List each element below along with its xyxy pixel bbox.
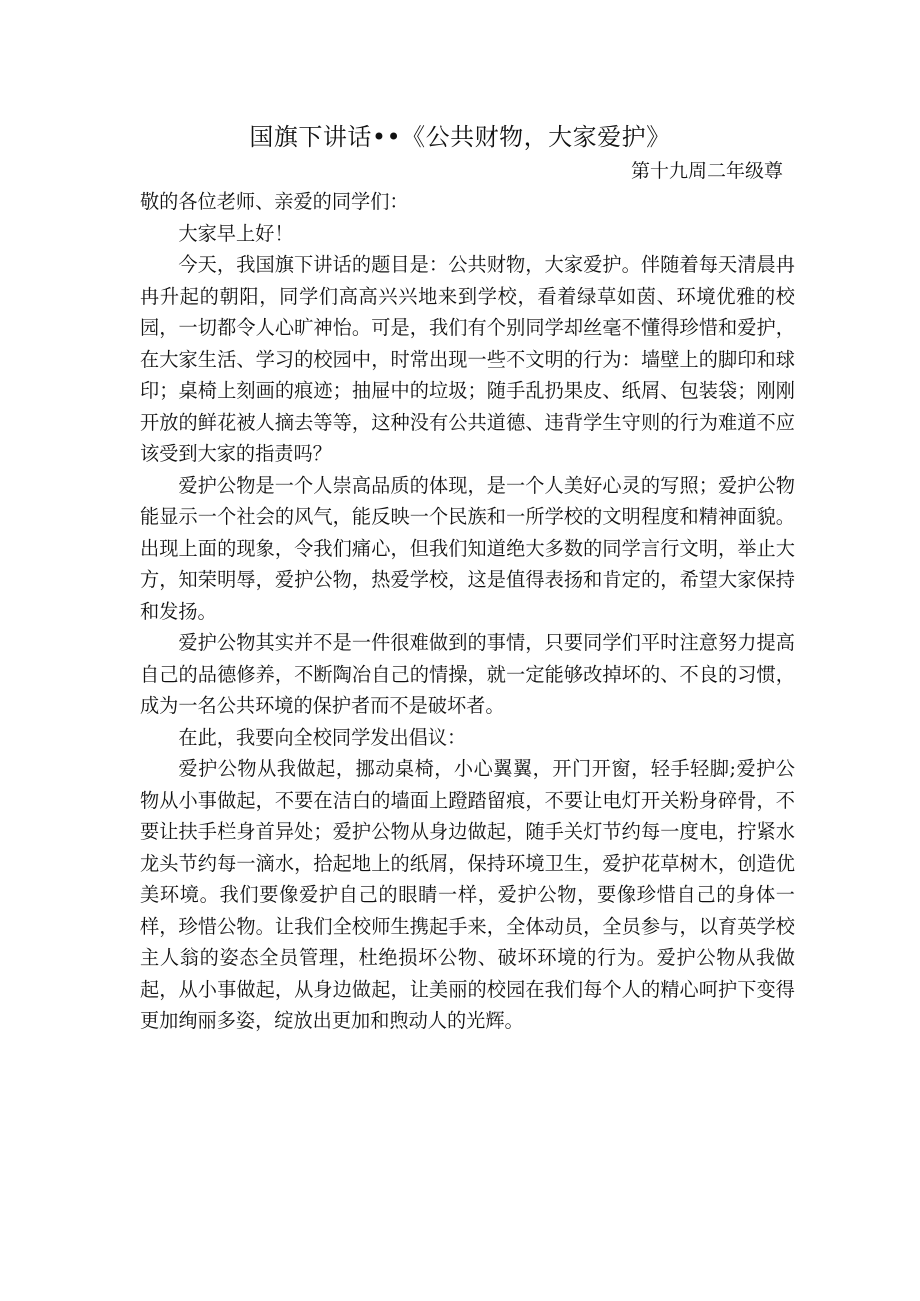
document-title: 国旗下讲话••《公共财物，大家爱护》 [249, 123, 671, 151]
paragraph-greeting: 大家早上好！ [178, 221, 294, 245]
paragraph-proposal: 爱护公物从我做起，挪动桌椅，小心翼翼，开门开窗，轻手轻脚;爱护公物从小事做起，不要在洁白的墙面上蹬踏留痕，不要让电灯开关粉身碎骨，不要让扶手栏身首异处；爱护公物从身边做起，随手关灯节约每一度电，拧紧水龙头节约每一滴水，拾起地上的纸屑，保持环境卫生，爱护花草树木，创造优美环境。我们要像爱护自己的眼睛一样，爱护公物，要像珍惜自己的身体一样，珍惜公物。让我们全校师生携起手来，全体动员，全员参与，以育英学校主人翁的姿态全员管理，杜绝损坏公物、破坏环境的行为。爱护公物从我做起，从小事做起，从身边做起，让美丽的校园在我们每个人的精心呵护下变得更加绚丽多姿，绽放出更加和煦动人的光辉。 [140, 757, 795, 1032]
salutation: 敬的各位老师、亲爱的同学们： [140, 190, 409, 213]
paragraph-effort: 爱护公物其实并不是一件很难做到的事情，只要同学们平时注意努力提高自己的品德修养，不断陶冶自己的情操，就一定能够改掉坏的、不良的习惯，成为一名公共环境的保护者而不是破坏者。 [140, 631, 795, 717]
document-body [140, 186, 795, 1037]
paragraph-intro: 今天，我国旗下讲话的题目是：公共财物，大家爱护。伴随着每天清晨冉冉升起的朝阳，同学们高高兴兴地来到学校，看着绿草如茵、环境优雅的校园，一切都令人心旷神怡。可是，我们有个别同学却丝毫不懂得珍惜和爱护，在大家生活、学习的校园中，时常出现一些不文明的行为：墙壁上的脚印和球印；桌椅上刻画的痕迹；抽屉中的垃圾；随手乱扔果皮、纸屑、包装袋；刚刚开放的鲜花被人摘去等等，这种没有公共道德、违背学生守则的行为难道不应该受到大家的指责吗？ [140, 253, 795, 465]
document-subline: 第十九周二年级尊 [630, 160, 783, 182]
paragraph-proposal-intro: 在此，我要向全校同学发出倡议： [178, 725, 467, 749]
paragraph-importance: 爱护公物是一个人崇高品质的体现，是一个人美好心灵的写照；爱护公物能显示一个社会的风气，能反映一个民族和一所学校的文明程度和精神面貌。出现上面的现象，令我们痛心，但我们知道绝大多数的同学言行文明，举止大方，知荣明辱，爱护公物，热爱学校，这是值得表扬和肯定的，希望大家保持和发扬。 [140, 473, 795, 623]
